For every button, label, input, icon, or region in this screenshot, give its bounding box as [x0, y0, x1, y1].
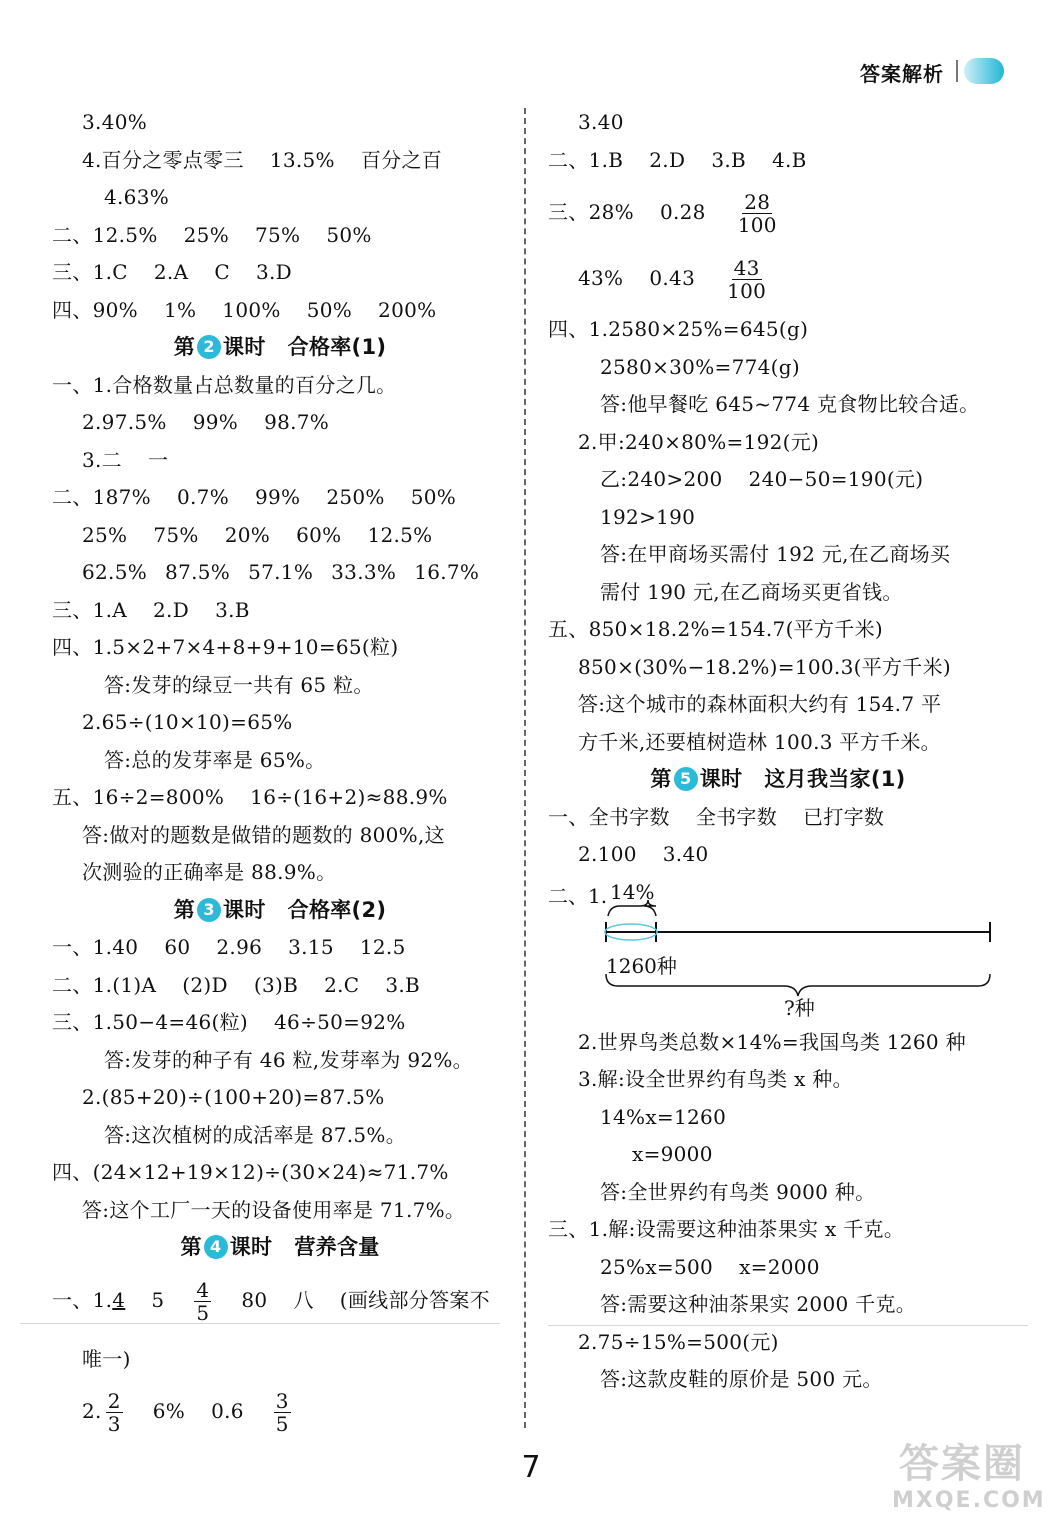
- answer-line: 25%x=500 x=2000: [600, 1254, 820, 1279]
- answer-line: 850×(30%−18.2%)=100.3(平方千米): [578, 654, 952, 679]
- answer-line: 四、(24×12+19×12)÷(30×24)≈71.7%: [52, 1160, 449, 1184]
- answer-line: 答:这个城市的森林面积大约有 154.7 平: [578, 692, 942, 716]
- answer-line: 答:需要这种油茶果实 2000 千克。: [600, 1292, 917, 1316]
- top-brace: [608, 900, 656, 916]
- header-badge-icon: [964, 58, 1004, 84]
- answer-line: 答:发芽的种子有 46 粒,发芽率为 92%。: [104, 1047, 473, 1072]
- answer-line: 43% 0.43 $\frac{43}{100}$: [578, 256, 767, 303]
- answer-line: 25% 75% 20% 60% 12.5%: [82, 522, 433, 547]
- answer-line: 答:这个工厂一天的设备使用率是 71.7%。: [82, 1197, 466, 1222]
- answer-line: 二、187% 0.7% 99% 250% 50%: [52, 485, 457, 509]
- answer-line: 三、1.解:设需要这种油茶果实 x 千克。: [548, 1217, 905, 1241]
- answer-line: 三、28% 0.28 $\frac{28}{100}$: [548, 190, 777, 237]
- answer-line: 2.(85+20)÷(100+20)=87.5%: [82, 1085, 385, 1109]
- answer-line: 3.二 一: [82, 447, 169, 472]
- diagram-top-label: 14%: [610, 879, 655, 904]
- answer-line: 四、90% 1% 100% 50% 200%: [52, 297, 437, 322]
- left-column: [52, 104, 508, 1444]
- answer-line: 答:做对的题数是做错的题数的 800%,这: [82, 822, 445, 847]
- answer-line: 一、1.合格数量占总数量的百分之几。: [52, 372, 397, 397]
- header-title: 答案解析: [860, 62, 944, 86]
- answer-line: 3.40%: [82, 110, 148, 134]
- lesson-number-badge: 3: [197, 898, 221, 922]
- answer-line: 需付 190 元,在乙商场买更省钱。: [600, 579, 903, 604]
- header-divider: [956, 60, 958, 82]
- page-number: 7: [521, 1450, 541, 1485]
- answer-line: 二、1.B 2.D 3.B 4.B: [548, 147, 807, 172]
- answer-line: 一、1.4 5 $\frac{4}{5}$ 80 八 (画线部分答案不: [52, 1277, 490, 1325]
- right-column: [548, 104, 1008, 1399]
- answer-line: 答:这款皮鞋的原价是 500 元。: [600, 1367, 883, 1391]
- diagram-prefix: 二、1.: [548, 883, 608, 908]
- answer-line: 方千米,还要植树造林 100.3 平方千米。: [578, 729, 941, 754]
- fraction: $\frac{28}{100}$: [737, 190, 777, 237]
- answer-line: 五、16÷2=800% 16÷(16+2)≈88.9%: [52, 785, 448, 809]
- answer-line: 答:在甲商场买需付 192 元,在乙商场买: [600, 542, 951, 566]
- lesson-heading-2: 第 2 课时 合格率(1): [173, 335, 387, 359]
- lesson-heading-4: 第 4 课时 营养含量: [180, 1235, 380, 1259]
- answer-line: 一、1.40 60 2.96 3.15 12.5: [52, 935, 406, 959]
- answer-line: 2.100 3.40: [578, 842, 709, 866]
- answer-line: 三、1.A 2.D 3.B: [52, 597, 250, 622]
- answer-line: 2580×30%=774(g): [600, 354, 800, 379]
- lesson-number-badge: 5: [674, 767, 698, 791]
- segment-lines: [548, 874, 1008, 1024]
- answer-line: 62.5% 87.5% 57.1% 33.3% 16.7%: [82, 560, 480, 584]
- answer-line: 14%x=1260: [600, 1104, 727, 1129]
- answer-line: 五、850×18.2%=154.7(平方千米): [548, 617, 883, 641]
- watermark-logo: 答案圈 MXQE.COM: [892, 1441, 1046, 1513]
- answer-line: 二、12.5% 25% 75% 50%: [52, 222, 372, 247]
- page-fold-line: [548, 1325, 1028, 1326]
- answer-line: 2.97.5% 99% 98.7%: [82, 410, 330, 434]
- answer-line: 答:他早餐吃 645~774 克食物比较合适。: [600, 392, 980, 416]
- diagram-part-label: 1260种: [606, 953, 677, 978]
- fraction: $\frac{4}{5}$: [196, 1277, 210, 1325]
- answer-line: 三、1.C 2.A C 3.D: [52, 260, 292, 284]
- line-segment-diagram: [548, 874, 1008, 1024]
- answer-line: 二、1.(1)A (2)D (3)B 2.C 3.B: [52, 972, 421, 997]
- answer-line: 2.甲:240×80%=192(元): [578, 429, 820, 454]
- answer-line: 三、1.50−4=46(粒) 46÷50=92%: [52, 1010, 406, 1034]
- answer-line: 2. $\frac{2}{3}$ 6% 0.6 $\frac{3}{5}$: [82, 1389, 289, 1436]
- answer-line: 3.40: [578, 110, 624, 134]
- lesson-number-badge: 4: [204, 1235, 228, 1259]
- fraction: $\frac{43}{100}$: [727, 256, 767, 303]
- answer-line: 3.解:设全世界约有鸟类 x 种。: [578, 1067, 853, 1091]
- page-fold-line: [20, 1323, 500, 1324]
- lesson-heading-3: 第 3 课时 合格率(2): [173, 897, 387, 922]
- answer-line: 4.63%: [104, 185, 170, 209]
- lesson-heading-5: 第 5 课时 这月我当家(1): [650, 767, 906, 791]
- answer-line: 2.75÷15%=500(元): [578, 1329, 779, 1354]
- answer-line: 四、1.2580×25%=645(g): [548, 317, 809, 341]
- answer-line: 2.65÷(10×10)=65%: [82, 710, 293, 734]
- lesson-number-badge: 2: [197, 335, 221, 359]
- answer-line: 192>190: [600, 504, 696, 529]
- answer-line: 答:全世界约有鸟类 9000 种。: [600, 1179, 876, 1204]
- answer-line: x=9000: [632, 1142, 713, 1166]
- fraction: $\frac{2}{3}$: [107, 1389, 121, 1436]
- fraction: $\frac{3}{5}$: [275, 1389, 289, 1436]
- answer-line: 次测验的正确率是 88.9%。: [82, 860, 337, 884]
- answer-line: 答:发芽的绿豆一共有 65 粒。: [104, 672, 374, 697]
- answer-line: 唯一): [82, 1346, 131, 1371]
- answer-line: 4.百分之零点零三 13.5% 百分之百: [82, 147, 443, 172]
- diagram-total-label: ?种: [784, 995, 815, 1020]
- answer-line: 答:这次植树的成活率是 87.5%。: [104, 1122, 407, 1147]
- answer-line: 四、1.5×2+7×4+8+9+10=65(粒): [52, 635, 399, 659]
- answer-line: 一、全书字数 全书字数 已打字数: [548, 804, 885, 829]
- answer-line: 乙:240>200 240−50=190(元): [600, 467, 924, 491]
- column-divider: [524, 108, 526, 1428]
- answer-line: 2.世界鸟类总数×14%=我国鸟类 1260 种: [578, 1029, 966, 1054]
- answer-line: 答:总的发芽率是 65%。: [104, 747, 326, 772]
